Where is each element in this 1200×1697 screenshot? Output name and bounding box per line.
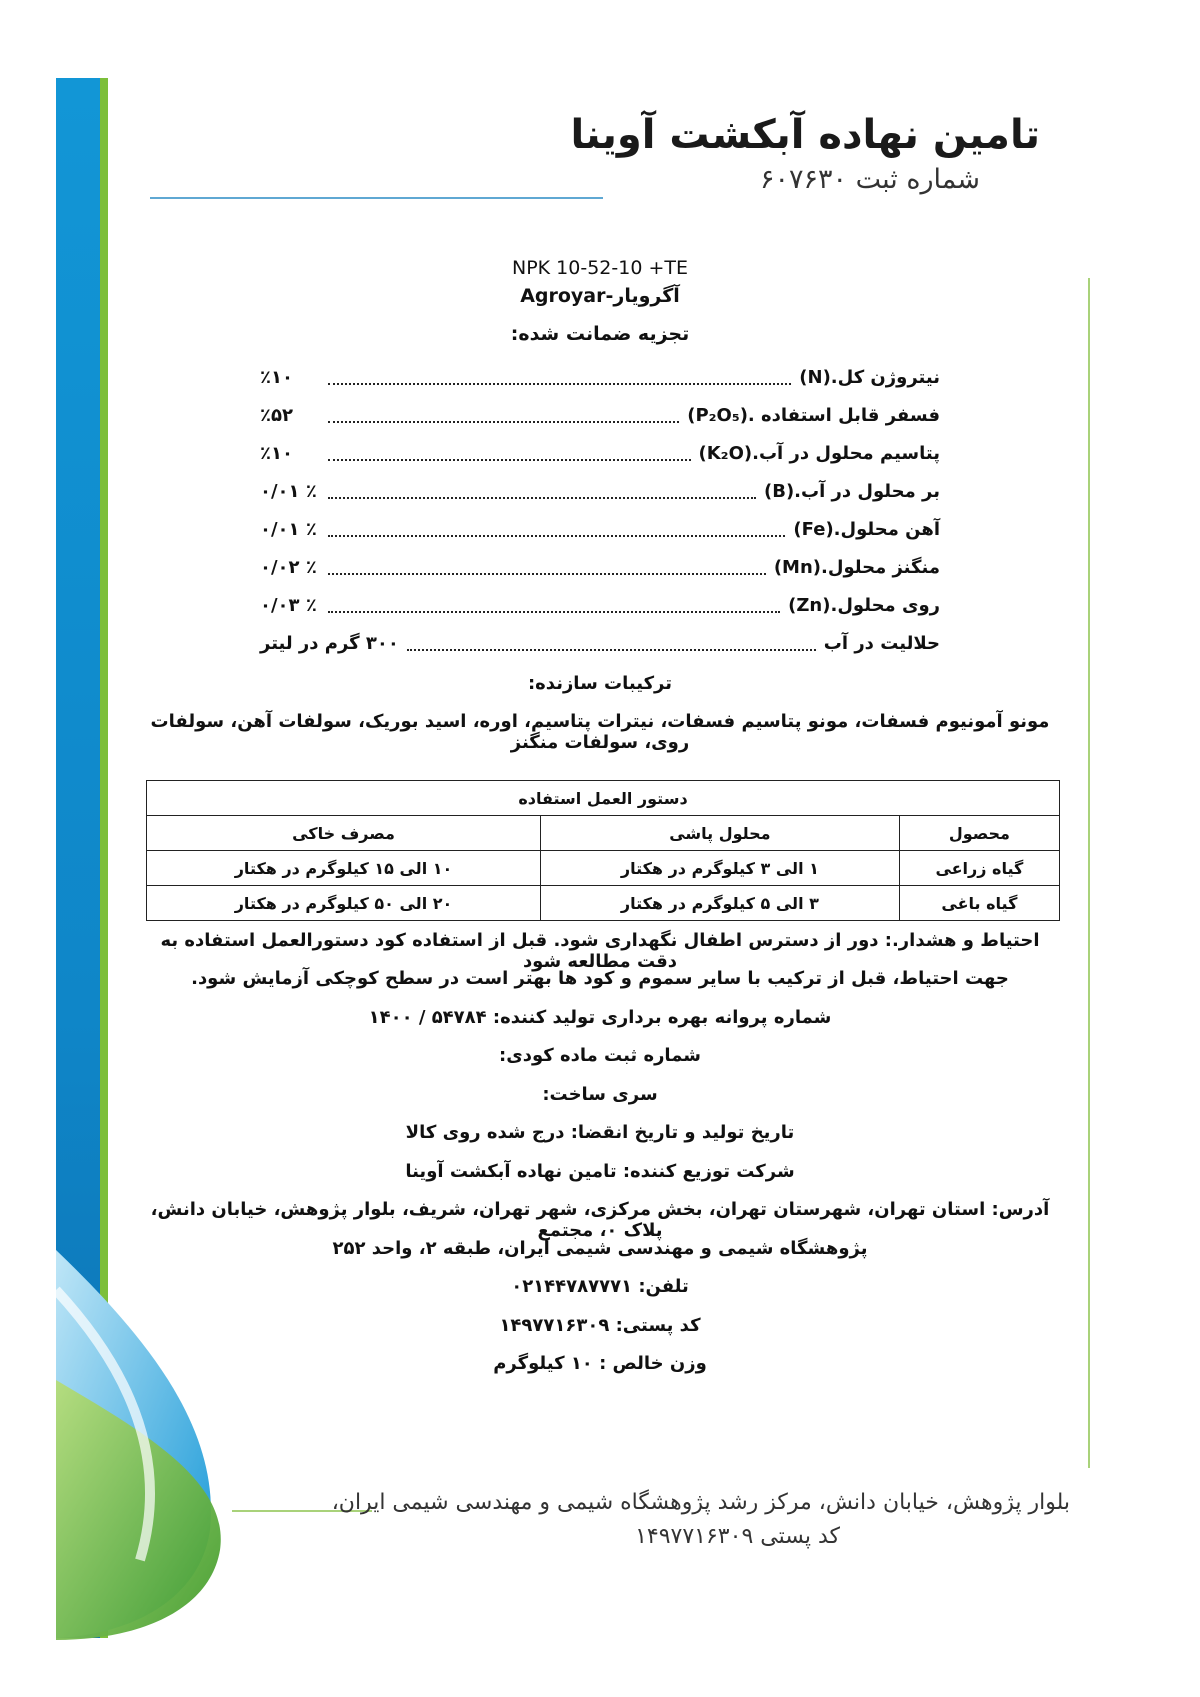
distributor: شرکت توزیع کننده: تامین نهاده آبکشت آوینا xyxy=(405,1161,795,1182)
analysis-row xyxy=(260,476,940,506)
analysis-label: فسفر قابل استفاده .(P₂O₅) xyxy=(687,404,940,426)
warning-note: احتیاط و هشدار.: دور از دسترس اطفال نگهداری شود. قبل از استفاده کود دستورالعمل استفاده به دقت مطالعه شود xyxy=(160,930,1040,972)
analysis-label: نیتروژن کل.(N) xyxy=(799,366,940,388)
table-row xyxy=(147,851,1060,886)
analysis-row xyxy=(260,514,940,544)
net-weight: وزن خالص : ۱۰ کیلوگرم xyxy=(493,1353,707,1374)
table-row xyxy=(147,886,1060,921)
header-divider xyxy=(150,197,603,199)
table-header-row xyxy=(147,816,1060,851)
analysis-row xyxy=(260,590,940,620)
analysis-row xyxy=(260,438,940,468)
postal-code: کد پستی: ۱۴۹۷۷۱۶۳۰۹ xyxy=(499,1315,701,1336)
company-title: تامین نهاده آبکشت آوینا xyxy=(570,112,1040,158)
analysis-label: پتاسیم محلول در آب.(K₂O) xyxy=(698,442,940,464)
analysis-value: ٪۱۰ xyxy=(260,442,293,464)
analysis-row xyxy=(260,552,940,582)
analysis-title: تجزیه ضمانت شده: xyxy=(510,323,690,345)
footer-postal-code: کد پستی ۱۴۹۷۷۱۶۳۰۹ xyxy=(635,1524,840,1549)
analysis-row xyxy=(260,362,940,392)
product-code: NPK 10-52-10 +TE xyxy=(512,257,688,279)
analysis-label: منگنز محلول.(Mn) xyxy=(773,556,940,578)
analysis-value: ٪۵۲ xyxy=(260,404,293,426)
composition-text: مونو آمونیوم فسفات، مونو پتاسیم فسفات، نیترات پتاسیم، اوره، اسید بوریک، سولفات آهن، سولفات روی، سولفات منگنز xyxy=(150,711,1050,753)
product-name: Agroyar-آگرویار xyxy=(520,285,680,307)
analysis-value: ۳۰۰ گرم در لیتر xyxy=(260,632,399,654)
column-header: محصول xyxy=(899,816,1059,851)
right-green-line xyxy=(1088,278,1090,1468)
table-cell: ۱ الی ۳ کیلوگرم در هکتار xyxy=(541,851,900,886)
table-cell: ۲۰ الی ۵۰ کیلوگرم در هکتار xyxy=(147,886,541,921)
table-title: دستور العمل استفاده xyxy=(147,781,1060,816)
column-header: مصرف خاکی xyxy=(147,816,541,851)
analysis-label: حلالیت در آب xyxy=(823,632,940,654)
phone-number: تلفن: ۰۲۱۴۴۷۸۷۷۷۱ xyxy=(511,1276,689,1297)
analysis-value: ٪ ۰/۰۲ xyxy=(260,556,317,578)
footer-address: بلوار پژوهش، خیابان دانش، مرکز رشد پژوهشگاه شیمی و مهندسی شیمی ایران، xyxy=(331,1490,1070,1515)
composition-title: ترکیبات سازنده: xyxy=(527,673,673,694)
analysis-label: بر محلول در آب.(B) xyxy=(763,480,940,502)
analysis-row xyxy=(260,628,940,658)
table-cell: ۱۰ الی ۱۵ کیلوگرم در هکتار xyxy=(147,851,541,886)
analysis-value: ٪۱۰ xyxy=(260,366,293,388)
fertilizer-registration: شماره ثبت ماده کودی: xyxy=(499,1045,701,1066)
license-number: شماره پروانه بهره برداری تولید کننده: ۵۴۷۸۴ / ۱۴۰۰ xyxy=(368,1007,832,1028)
address-line-2: پژوهشگاه شیمی و مهندسی شیمی ایران، طبقه ۲، واحد ۲۵۲ xyxy=(332,1238,868,1259)
analysis-label: آهن محلول.(Fe) xyxy=(793,518,940,540)
analysis-label: روی محلول.(Zn) xyxy=(788,594,940,616)
production-dates: تاریخ تولید و تاریخ انقضا: درج شده روی کالا xyxy=(405,1122,795,1143)
table-cell: ۳ الی ۵ کیلوگرم در هکتار xyxy=(541,886,900,921)
usage-table xyxy=(146,780,1060,921)
column-header: محلول پاشی xyxy=(541,816,900,851)
analysis-value: ٪ ۰/۰۱ xyxy=(260,480,317,502)
analysis-value: ٪ ۰/۰۱ xyxy=(260,518,317,540)
caution-note: جهت احتیاط، قبل از ترکیب با سایر سموم و کود ها بهتر است در سطح کوچکی آزمایش شود. xyxy=(191,968,1009,989)
table-cell: گیاه زراعی xyxy=(899,851,1059,886)
analysis-row xyxy=(260,400,940,430)
table-cell: گیاه باغی xyxy=(899,886,1059,921)
batch-number: سری ساخت: xyxy=(542,1084,658,1105)
table-title-row xyxy=(147,781,1060,816)
address-line-1: آدرس: استان تهران، شهرستان تهران، بخش مرکزی، شهر تهران، شریف، بلوار پژوهش، خیابان دانش، پلاک ۰، مجتمع xyxy=(150,1199,1050,1241)
leaf-logo-icon xyxy=(20,1230,260,1650)
registration-number: شماره ثبت ۶۰۷۶۳۰ xyxy=(760,164,980,195)
analysis-value: ٪ ۰/۰۳ xyxy=(260,594,317,616)
